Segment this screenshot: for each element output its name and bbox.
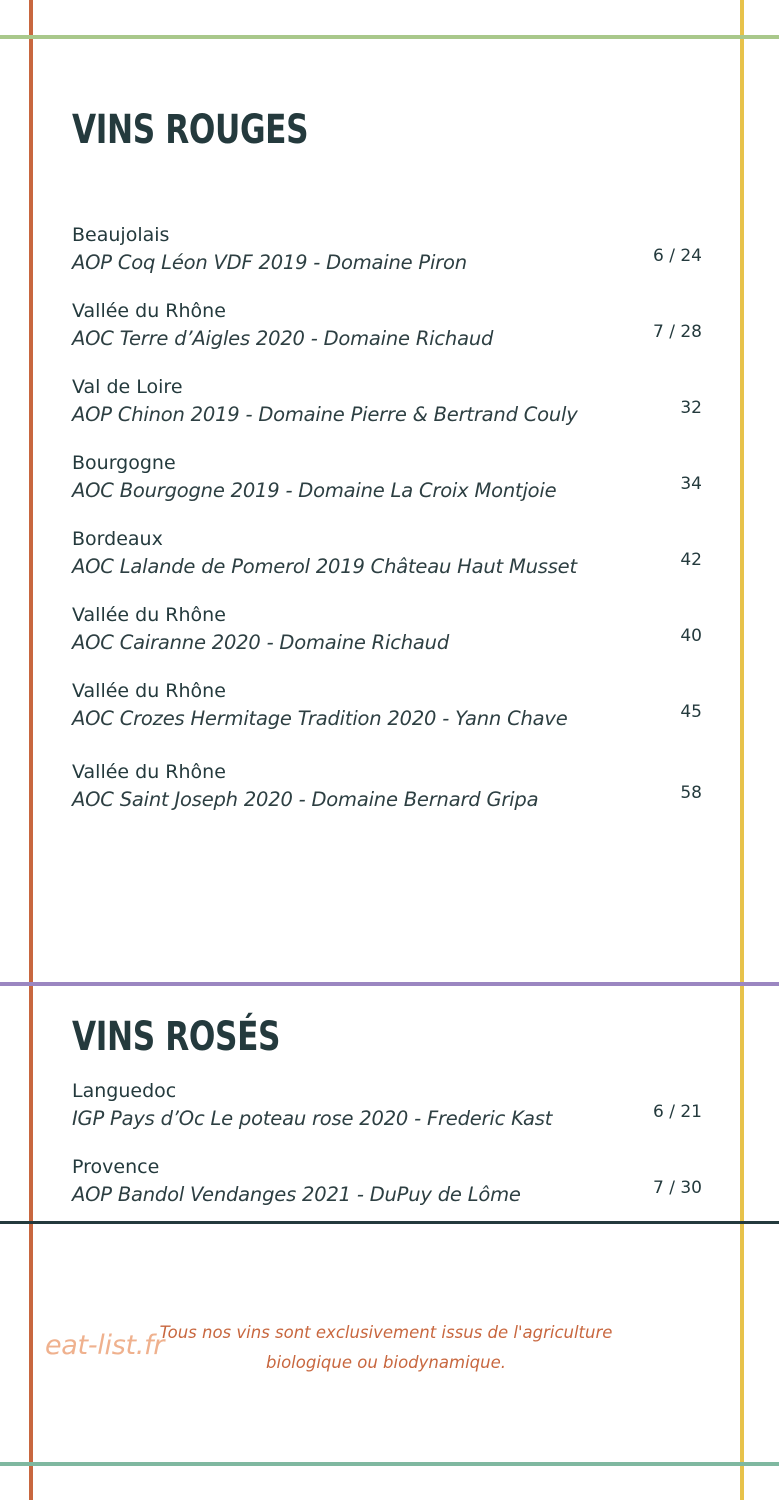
organic-note <box>140 1318 632 1378</box>
section-title-rouges: VINS ROUGES <box>72 107 309 153</box>
wine-price: 58 <box>680 783 702 803</box>
wine-price: 40 <box>680 626 702 646</box>
wine-name: AOP Coq Léon VDF 2019 - Domaine Piron <box>72 251 467 274</box>
wine-item <box>72 759 704 835</box>
wine-list-rouges <box>72 222 704 835</box>
wine-name: AOC Bourgogne 2019 - Domaine La Croix Montjoie <box>72 479 557 502</box>
wine-region: Val de Loire <box>72 376 183 398</box>
wine-price: 6 / 24 <box>653 246 702 266</box>
wine-price: 7 / 30 <box>653 1178 702 1198</box>
wine-price: 7 / 28 <box>653 322 702 342</box>
wine-name: AOP Bandol Vendanges 2021 - DuPuy de Lôme <box>72 1183 521 1206</box>
wine-name: IGP Pays d’Oc Le poteau rose 2020 - Frederic Kast <box>72 1107 553 1130</box>
wine-region: Bordeaux <box>72 528 163 550</box>
wine-region: Vallée du Rhône <box>72 604 226 626</box>
wine-item <box>72 602 704 678</box>
wine-name: AOC Saint Joseph 2020 - Domaine Bernard Gripa <box>72 788 539 811</box>
wine-item <box>72 678 704 754</box>
wine-region: Vallée du Rhône <box>72 680 226 702</box>
middle-divider <box>0 982 779 986</box>
wine-region: Beaujolais <box>72 224 170 246</box>
wine-region: Languedoc <box>72 1080 177 1102</box>
wine-region: Vallée du Rhône <box>72 300 226 322</box>
wine-name: AOC Terre d’Aigles 2020 - Domaine Richaud <box>72 327 494 350</box>
wine-list-roses <box>72 1078 704 1230</box>
wine-price: 42 <box>680 550 702 570</box>
wine-item <box>72 1078 704 1154</box>
wine-item <box>72 1154 704 1230</box>
top-divider <box>0 35 779 39</box>
organic-note-line2: biologique ou biodynamique. <box>266 1353 506 1372</box>
wine-item <box>72 450 704 526</box>
wine-price: 45 <box>680 702 702 722</box>
wine-name: AOC Crozes Hermitage Tradition 2020 - Yann Chave <box>72 707 568 730</box>
wine-price: 34 <box>680 474 702 494</box>
wine-item <box>72 526 704 602</box>
wine-name: AOP Chinon 2019 - Domaine Pierre & Bertrand Couly <box>72 403 578 426</box>
bottom-divider <box>0 1462 779 1466</box>
wine-item <box>72 222 704 298</box>
right-frame-line <box>740 0 744 1500</box>
organic-note-line1: Tous nos vins sont exclusivement issus de l'agriculture <box>159 1323 613 1342</box>
wine-region: Bourgogne <box>72 452 176 474</box>
wine-region: Provence <box>72 1156 160 1178</box>
wine-item <box>72 374 704 450</box>
wine-name: AOC Lalande de Pomerol 2019 Château Haut Musset <box>72 555 577 578</box>
wine-name: AOC Cairanne 2020 - Domaine Richaud <box>72 631 450 654</box>
wine-price: 32 <box>680 398 702 418</box>
wine-region: Vallée du Rhône <box>72 761 226 783</box>
watermark: eat-list.fr <box>45 1330 165 1361</box>
section-title-roses: VINS ROSÉS <box>72 1014 281 1060</box>
wine-price: 6 / 21 <box>653 1102 702 1122</box>
wine-item <box>72 298 704 374</box>
left-frame-line <box>29 0 33 1500</box>
